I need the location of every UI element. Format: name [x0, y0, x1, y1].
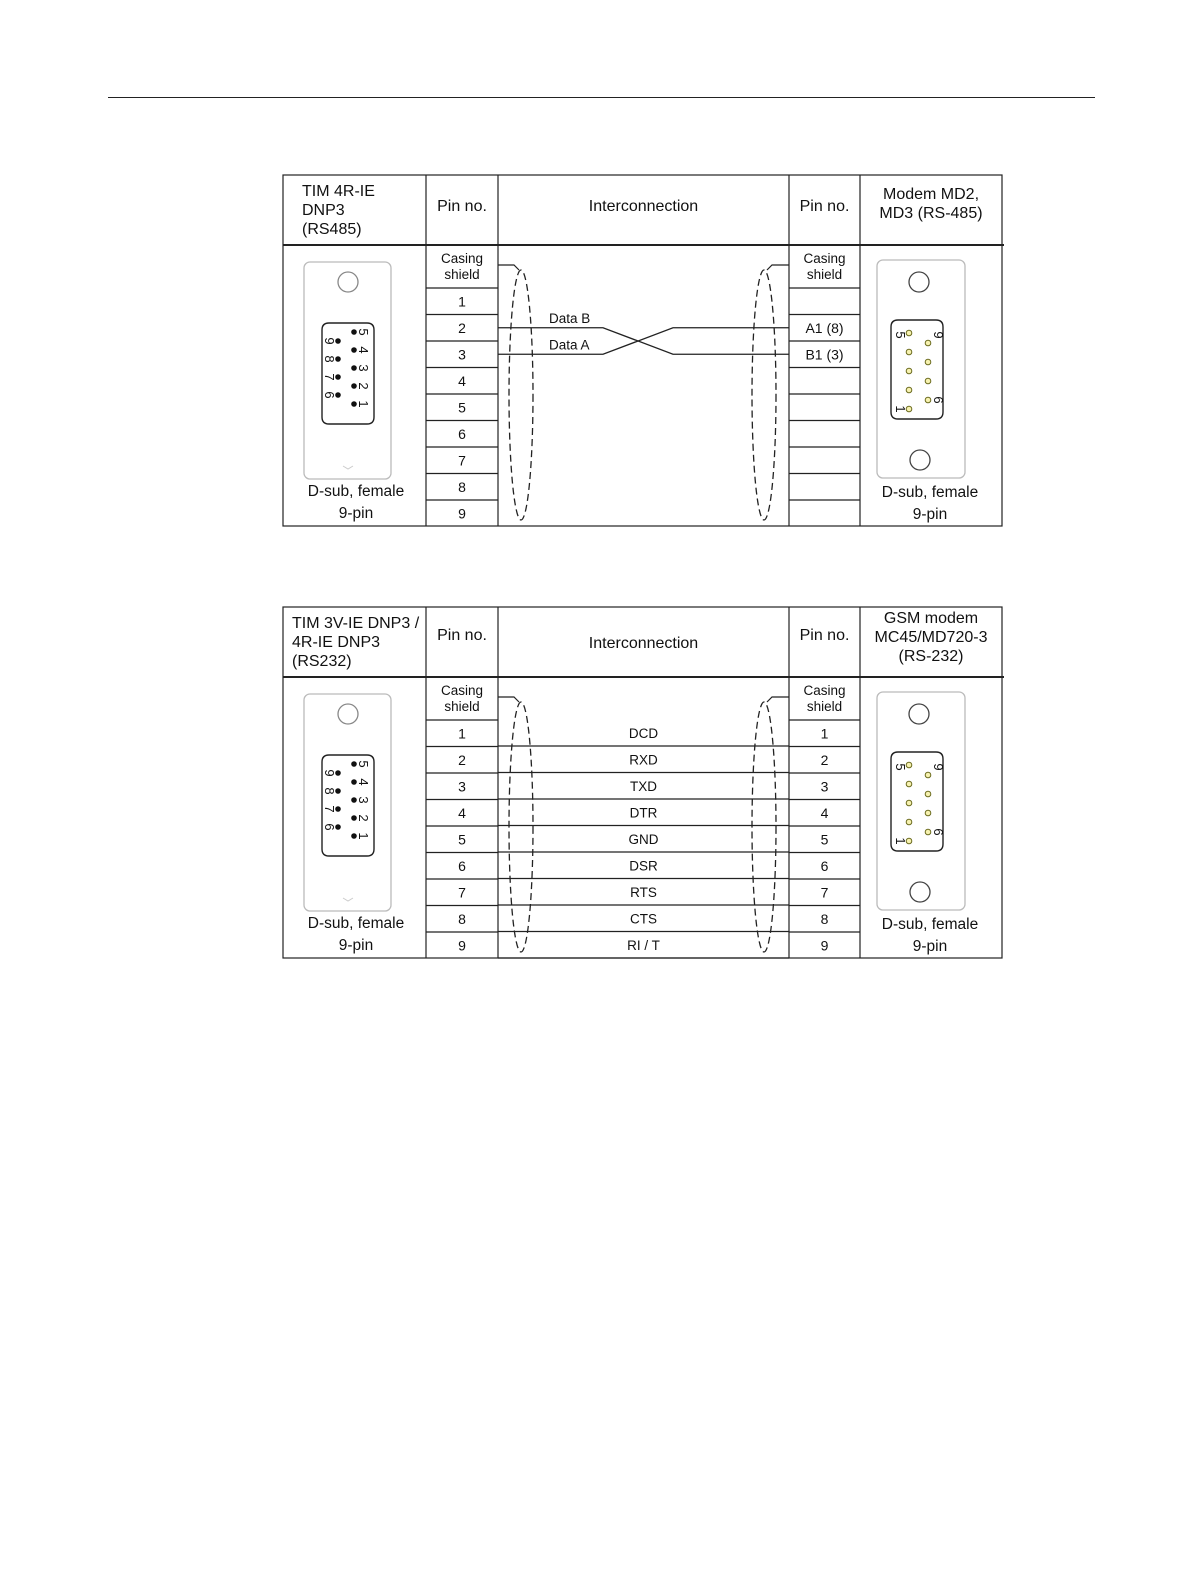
- connector-pin-label: 9: [322, 337, 337, 345]
- right-pin-number: 3: [820, 778, 829, 795]
- connector-pin-label: 6: [931, 396, 946, 404]
- shield-bracket-left: [498, 265, 519, 270]
- left-pin-number: 1: [458, 725, 466, 742]
- connector-pin-dot: [925, 378, 931, 384]
- wire-data-a: [498, 328, 789, 355]
- right-pin-number: 4: [820, 804, 829, 821]
- connector-pin-label: 1: [356, 400, 371, 408]
- right-connector-caption: 9-pin: [912, 938, 948, 955]
- left-pin-number: 8: [458, 910, 466, 927]
- connector-pin-dot: [925, 340, 931, 346]
- rs232-wiring-diagram: [0, 602, 1191, 972]
- signal-label: RI / T: [627, 938, 660, 953]
- left-pin-number: 6: [458, 857, 466, 874]
- casing-shield-left: shield: [444, 699, 480, 714]
- right-connector-caption: 9-pin: [912, 506, 948, 523]
- connector-pin-label: 6: [931, 828, 946, 836]
- connector-pin-dot: [925, 829, 931, 835]
- right-dsub-connector-image: [877, 260, 965, 478]
- page-top-rule: [108, 97, 1095, 98]
- pin-header-right: Pin no.: [799, 627, 850, 644]
- left-connector-caption: 9-pin: [338, 937, 374, 954]
- connector-pin-label: 9: [322, 769, 337, 777]
- connector-pin-dot: [351, 401, 357, 407]
- connector-pin-label: 7: [322, 373, 337, 381]
- connector-pin-dot: [351, 779, 357, 785]
- right-device-name-line: Modem MD2,: [882, 186, 980, 203]
- shield-bracket-right: [767, 697, 789, 702]
- cable-shield-ellipse: [509, 702, 533, 952]
- left-pin-number: 7: [458, 452, 466, 469]
- left-pin-number: 4: [458, 804, 466, 821]
- connector-pin-dot: [925, 791, 931, 797]
- right-device-name-line: GSM modem: [883, 610, 979, 627]
- connector-pin-label: 3: [356, 364, 371, 372]
- interconnection-header: Interconnection: [588, 198, 699, 215]
- casing-shield-right: Casing: [803, 251, 846, 266]
- connector-pin-label: 8: [322, 787, 337, 795]
- pin-header-left: Pin no.: [437, 627, 487, 644]
- right-pin-number: 7: [820, 884, 829, 901]
- connector-pin-dot: [925, 359, 931, 365]
- connector-pin-dot: [351, 329, 357, 335]
- connector-pin-dot: [906, 800, 912, 806]
- right-connector-caption: D-sub, female: [881, 484, 979, 501]
- connector-pin-dot: [925, 397, 931, 403]
- left-pin-number: 5: [458, 399, 466, 416]
- mounting-hole: [909, 704, 929, 724]
- signal-label: RTS: [630, 885, 657, 900]
- connector-plate: [304, 694, 391, 911]
- left-dsub-connector-image: [304, 262, 391, 479]
- left-connector-caption: 9-pin: [338, 505, 374, 522]
- wire-data-b: [498, 328, 789, 355]
- signal-label: TXD: [630, 779, 657, 794]
- connector-pin-dot: [906, 819, 912, 825]
- mounting-hole: [909, 272, 929, 292]
- connector-pin-label: 9: [931, 763, 946, 771]
- rs485-wiring-diagram: [0, 170, 1191, 540]
- connector-pin-dot: [925, 810, 931, 816]
- right-pin-number: 1: [820, 725, 829, 742]
- connector-pin-label: 5: [893, 763, 908, 771]
- right-connector-caption: D-sub, female: [881, 916, 979, 933]
- connector-pin-dot: [351, 833, 357, 839]
- mounting-hole-hint: [343, 466, 353, 469]
- signal-label: Data B: [549, 310, 591, 326]
- mounting-hole: [338, 272, 358, 292]
- right-device-name-line: (RS-232): [898, 648, 964, 665]
- connector-pin-dot: [351, 383, 357, 389]
- connector-plate: [877, 692, 965, 910]
- right-device-name-line: MD3 (RS-485): [879, 205, 983, 222]
- signal-label: CTS: [630, 911, 657, 927]
- connector-pin-label: 1: [893, 837, 908, 845]
- left-device-name-line: 4R-IE DNP3: [292, 634, 381, 651]
- mounting-hole: [910, 450, 930, 470]
- right-pin-number: 6: [820, 857, 829, 874]
- mounting-hole: [910, 882, 930, 902]
- connector-pin-dot: [351, 365, 357, 371]
- connector-pin-label: 1: [893, 405, 908, 413]
- connector-plate: [877, 260, 965, 478]
- left-device-name-line: (RS232): [292, 653, 352, 670]
- connector-pin-dot: [906, 349, 912, 355]
- left-pin-number: 5: [458, 831, 466, 848]
- connector-pin-label: 6: [322, 391, 337, 399]
- cable-shield-ellipse: [752, 702, 776, 952]
- interconnection-header: Interconnection: [588, 635, 699, 652]
- left-dsub-connector-image: [304, 694, 391, 911]
- signal-label: DSR: [629, 858, 658, 874]
- connector-pin-label: 3: [356, 796, 371, 804]
- signal-label: DTR: [629, 805, 658, 821]
- casing-shield-right: shield: [806, 699, 843, 714]
- left-pin-number: 2: [458, 751, 466, 768]
- left-pin-number: 9: [458, 937, 466, 954]
- left-device-name-line: DNP3: [302, 202, 345, 219]
- connector-pin-dot: [351, 347, 357, 353]
- connector-pin-label: 2: [356, 382, 371, 390]
- left-connector-caption: D-sub, female: [307, 915, 405, 932]
- connector-pin-label: 2: [356, 814, 371, 822]
- left-pin-number: 3: [458, 346, 466, 363]
- right-pin-number: 9: [820, 937, 829, 954]
- cable-shield-ellipse: [509, 270, 533, 520]
- signal-label: DCD: [628, 726, 659, 741]
- connector-pin-label: 5: [356, 328, 371, 336]
- left-pin-number: 8: [458, 478, 466, 495]
- connector-pin-label: 1: [356, 832, 371, 840]
- right-pin-number: A1 (8): [805, 319, 844, 336]
- left-device-name-line: (RS485): [302, 221, 362, 238]
- right-pin-number: B1 (3): [805, 346, 844, 363]
- casing-shield-left: Casing: [440, 251, 484, 266]
- left-device-name-line: TIM 3V-IE DNP3 /: [292, 615, 420, 632]
- connector-pin-dot: [925, 772, 931, 778]
- left-device-name-line: TIM 4R-IE: [302, 183, 375, 200]
- casing-shield-right: shield: [806, 267, 843, 282]
- left-connector-caption: D-sub, female: [307, 483, 405, 500]
- connector-pin-label: 7: [322, 805, 337, 813]
- left-pin-number: 1: [458, 293, 466, 310]
- connector-pin-dot: [351, 797, 357, 803]
- right-pin-number: 5: [820, 831, 829, 848]
- signal-label: Data A: [549, 337, 590, 353]
- left-pin-number: 3: [458, 778, 466, 795]
- casing-shield-left: shield: [444, 267, 480, 282]
- cable-shield-ellipse: [752, 270, 776, 520]
- connector-pin-label: 4: [356, 346, 371, 354]
- connector-pin-label: 4: [356, 778, 371, 786]
- left-pin-number: 7: [458, 884, 466, 901]
- mounting-hole: [338, 704, 358, 724]
- left-pin-number: 4: [458, 372, 466, 389]
- right-device-name-line: MC45/MD720-3: [874, 629, 988, 646]
- right-pin-number: 2: [820, 751, 829, 768]
- connector-pin-dot: [906, 781, 912, 787]
- pin-header-left: Pin no.: [437, 198, 487, 215]
- connector-pin-label: 5: [893, 331, 908, 339]
- connector-pin-dot: [906, 387, 912, 393]
- signal-label: GND: [628, 832, 659, 847]
- shield-bracket-right: [767, 265, 789, 270]
- connector-pin-dot: [351, 815, 357, 821]
- casing-shield-right: Casing: [803, 683, 846, 698]
- shield-bracket-left: [498, 697, 519, 702]
- connector-pin-label: 5: [356, 760, 371, 768]
- connector-pin-label: 9: [931, 331, 946, 339]
- right-pin-number: 8: [820, 910, 829, 927]
- left-pin-number: 2: [458, 319, 466, 336]
- left-pin-number: 6: [458, 425, 466, 442]
- connector-pin-label: 6: [322, 823, 337, 831]
- signal-label: RXD: [629, 752, 658, 768]
- connector-pin-label: 8: [322, 355, 337, 363]
- pin-header-right: Pin no.: [799, 198, 850, 215]
- connector-pin-dot: [906, 368, 912, 374]
- connector-pin-dot: [351, 761, 357, 767]
- left-pin-number: 9: [458, 505, 466, 522]
- connector-plate: [304, 262, 391, 479]
- right-dsub-connector-image: [877, 692, 965, 910]
- mounting-hole-hint: [343, 898, 353, 901]
- casing-shield-left: Casing: [440, 683, 484, 698]
